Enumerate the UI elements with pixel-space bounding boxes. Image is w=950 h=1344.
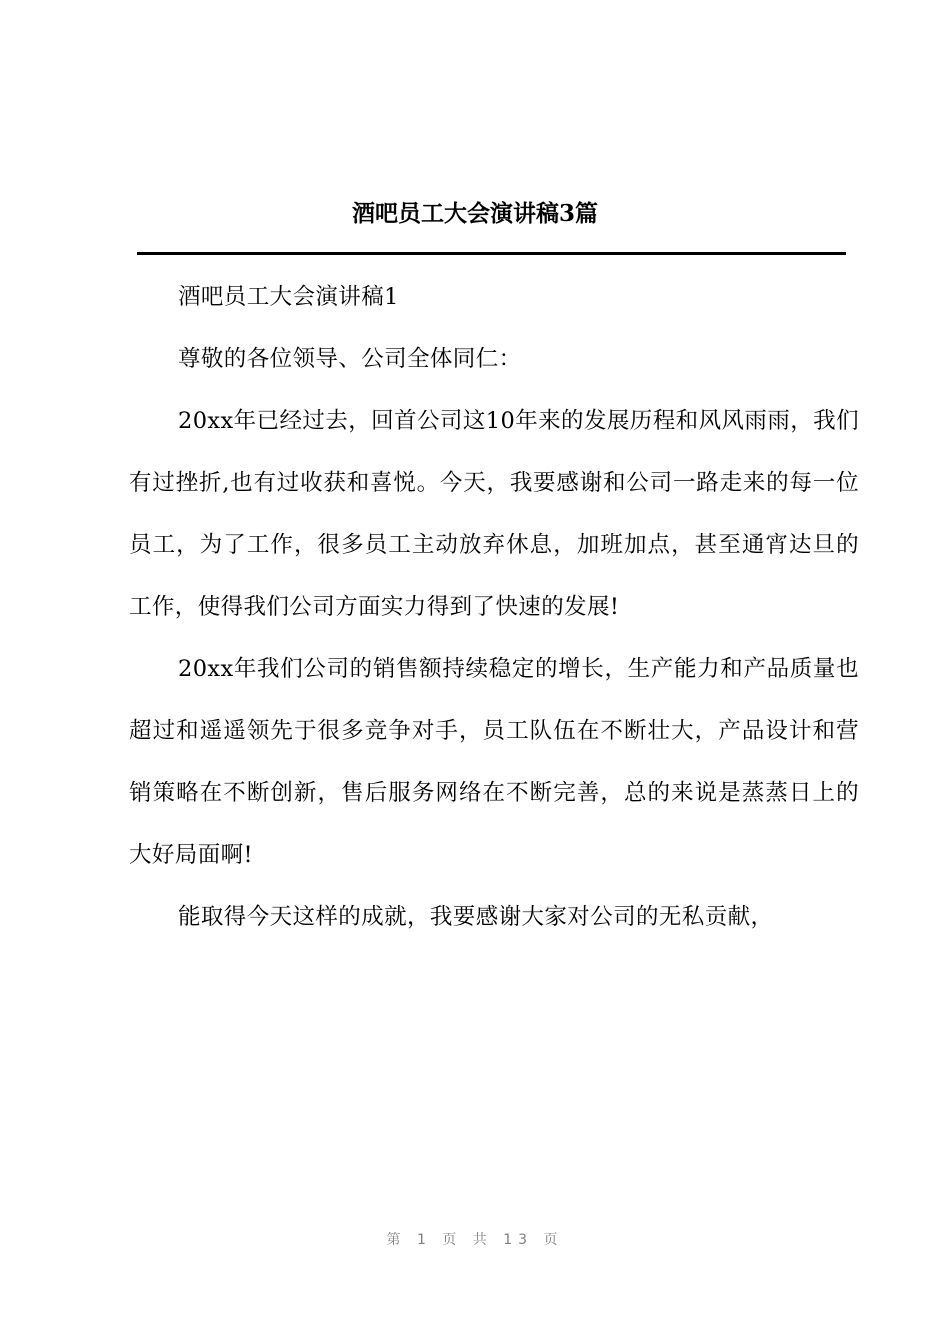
salutation-paragraph: 尊敬的各位领导、公司全体同仁：	[178, 346, 522, 372]
section-heading: 酒吧员工大会演讲稿1	[178, 284, 399, 310]
document-title: 酒吧员工大会演讲稿3篇	[351, 200, 598, 227]
document-body	[129, 266, 859, 948]
page-footer: 第 1 页 共 13 页	[386, 1232, 564, 1248]
title-divider	[137, 252, 846, 255]
body-paragraph-3: 能取得今天这样的成就，我要感谢大家对公司的无私贡献，	[178, 904, 774, 930]
body-paragraph-1: 20xx年已经过去，回首公司这10年来的发展历程和风风雨雨，我们有过挫折,也有过收获和喜悦。今天，我要感谢和公司一路走来的每一位员工，为了工作，很多员工主动放弃休息，加班加点，甚至通宵达旦的工作，使得我们公司方面实力得到了快速的发展!	[129, 408, 859, 620]
body-paragraph-2: 20xx年我们公司的销售额持续稳定的增长，生产能力和产品质量也超过和遥遥领先于很多竞争对手，员工队伍在不断壮大，产品设计和营销策略在不断创新，售后服务网络在不断完善，总的来说是蒸蒸日上的大好局面啊!	[129, 656, 859, 868]
